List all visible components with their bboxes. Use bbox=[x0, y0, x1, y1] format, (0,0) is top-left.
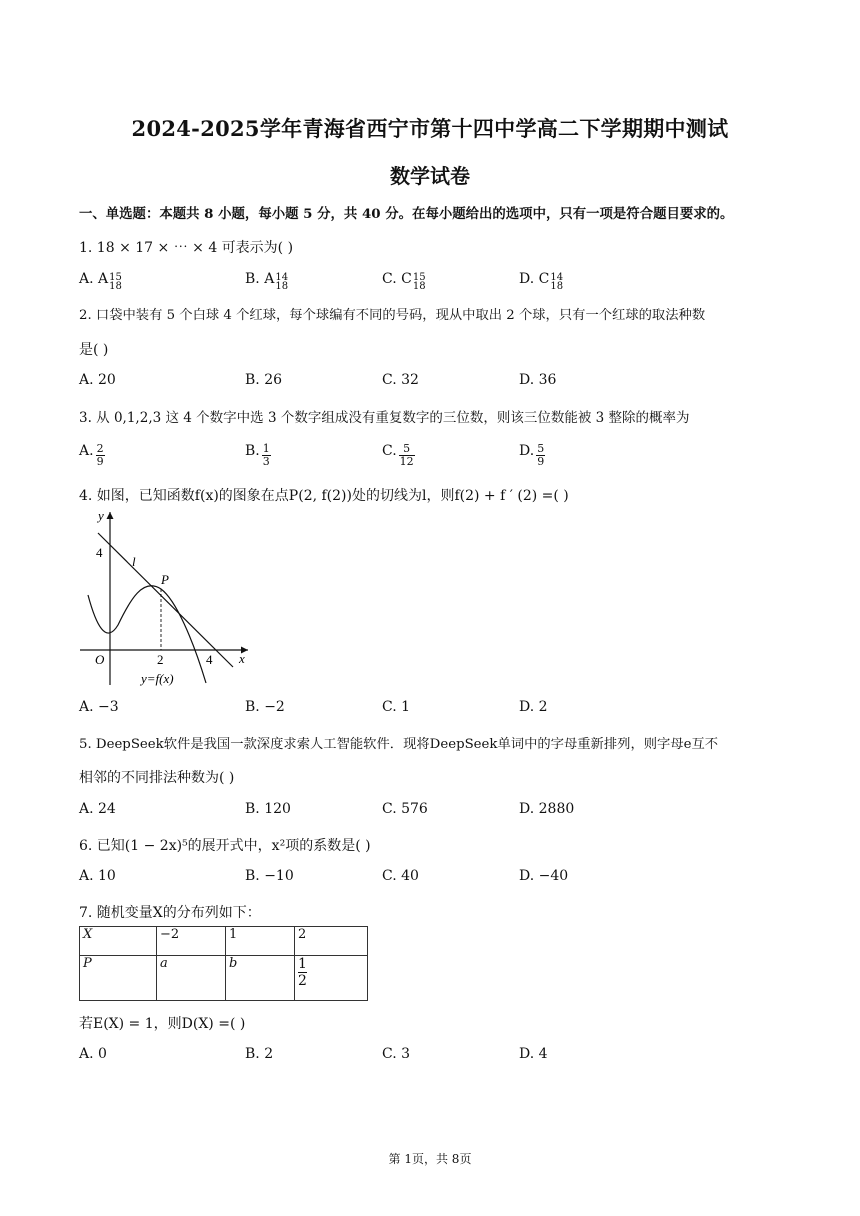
q6-option-a: A. 10 bbox=[79, 868, 116, 884]
q7-option-b: B. 2 bbox=[245, 1046, 274, 1062]
tangent-label: l bbox=[132, 554, 136, 569]
y-tick-4: 4 bbox=[96, 545, 103, 560]
q2-option-c: C. 32 bbox=[382, 372, 419, 388]
table-cell-fraction: $\frac{1}{2}$ bbox=[295, 956, 368, 1001]
question-7-ask: 若E(X) = 1，则D(X) =( ) bbox=[79, 1016, 246, 1032]
q5-option-c: C. 576 bbox=[382, 801, 428, 817]
table-cell: 2 bbox=[295, 927, 368, 956]
question-2-cont: 是( ) bbox=[79, 342, 109, 358]
page-subtitle: 数学试卷 bbox=[390, 164, 470, 188]
q1-option-a: A. A 15 18 bbox=[79, 271, 122, 292]
q2-option-b: B. 26 bbox=[245, 372, 283, 388]
q5-option-d: D. 2880 bbox=[519, 801, 575, 817]
q4-option-c: C. 1 bbox=[382, 699, 411, 715]
question-6: 6. 已知(1 − 2x)⁵的展开式中，x²项的系数是( ) bbox=[79, 838, 371, 854]
tangent-line bbox=[98, 533, 233, 667]
distribution-table bbox=[79, 926, 368, 1001]
q2-option-a: A. 20 bbox=[79, 372, 116, 388]
q1-option-c: C. C 15 18 bbox=[382, 271, 426, 292]
question-4: 4. 如图，已知函数f(x)的图象在点P(2, f(2))处的切线为l，则f(2) + f ′ (2) =( ) bbox=[79, 488, 569, 504]
question-2: 2. 口袋中装有 5 个白球 4 个红球，每个球编有不同的号码，现从中取出 2 个球，只有一个红球的取法种数 bbox=[79, 308, 706, 323]
q1-option-d: D. C 14 18 bbox=[519, 271, 564, 292]
q7-option-d: D. 4 bbox=[519, 1046, 548, 1062]
point-p-label: P bbox=[161, 572, 169, 587]
question-1: 1. 18 × 17 × ⋯ × 4 可表示为( ) bbox=[79, 240, 294, 256]
question-7: 7. 随机变量X的分布列如下： bbox=[79, 905, 261, 921]
table-cell: b bbox=[226, 956, 295, 1001]
y-axis-label: y bbox=[98, 508, 104, 523]
q3-option-c: C. $\frac{5}{12}$ bbox=[382, 442, 414, 468]
table-cell: P bbox=[80, 956, 157, 1001]
table-cell: a bbox=[157, 956, 226, 1001]
q7-option-c: C. 3 bbox=[382, 1046, 411, 1062]
x-axis-label: x bbox=[239, 651, 245, 666]
q6-option-b: B. −10 bbox=[245, 868, 294, 884]
x-tick-2: 2 bbox=[157, 652, 164, 667]
q1-option-b: B. A 14 18 bbox=[245, 271, 289, 292]
q3-option-b: B. $\frac{1}{3}$ bbox=[245, 442, 270, 468]
q6-option-d: D. −40 bbox=[519, 868, 569, 884]
question-3: 3. 从 0,1,2,3 这 4 个数字中选 3 个数字组成没有重复数字的三位数，则该三位数能被 3 整除的概率为 bbox=[79, 410, 690, 426]
q3-option-d: D. $\frac{5}{9}$ bbox=[519, 442, 545, 468]
q6-option-c: C. 40 bbox=[382, 868, 419, 884]
q5-option-b: B. 120 bbox=[245, 801, 291, 817]
q4-option-d: D. 2 bbox=[519, 699, 548, 715]
function-graph bbox=[78, 505, 258, 690]
table-cell: 1 bbox=[226, 927, 295, 956]
section-heading: 一、单选题：本题共 8 小题，每小题 5 分，共 40 分。在每小题给出的选项中，只有一项是符合题目要求的。 bbox=[79, 206, 734, 222]
origin-label: O bbox=[95, 652, 105, 667]
curve-label: y=f(x) bbox=[141, 671, 174, 686]
table-cell: X bbox=[80, 927, 157, 956]
q5-option-a: A. 24 bbox=[79, 801, 116, 817]
q7-option-a: A. 0 bbox=[79, 1046, 107, 1062]
function-curve bbox=[88, 586, 206, 683]
question-5-cont: 相邻的不同排法种数为( ) bbox=[79, 770, 235, 786]
x-tick-4: 4 bbox=[206, 652, 213, 667]
table-cell: −2 bbox=[157, 927, 226, 956]
question-5: 5. DeepSeek软件是我国一款深度求索人工智能软件．现将DeepSeek单词中的字母重新排列，则字母e互不 bbox=[79, 737, 719, 752]
page-title: 2024-2025学年青海省西宁市第十四中学高二下学期期中测试 bbox=[131, 116, 729, 141]
q4-option-b: B. −2 bbox=[245, 699, 285, 715]
page-footer: 第 1页，共 8页 bbox=[388, 1152, 472, 1166]
q4-option-a: A. −3 bbox=[79, 699, 119, 715]
q3-option-a: A. $\frac{2}{9}$ bbox=[79, 442, 104, 468]
q2-option-d: D. 36 bbox=[519, 372, 557, 388]
